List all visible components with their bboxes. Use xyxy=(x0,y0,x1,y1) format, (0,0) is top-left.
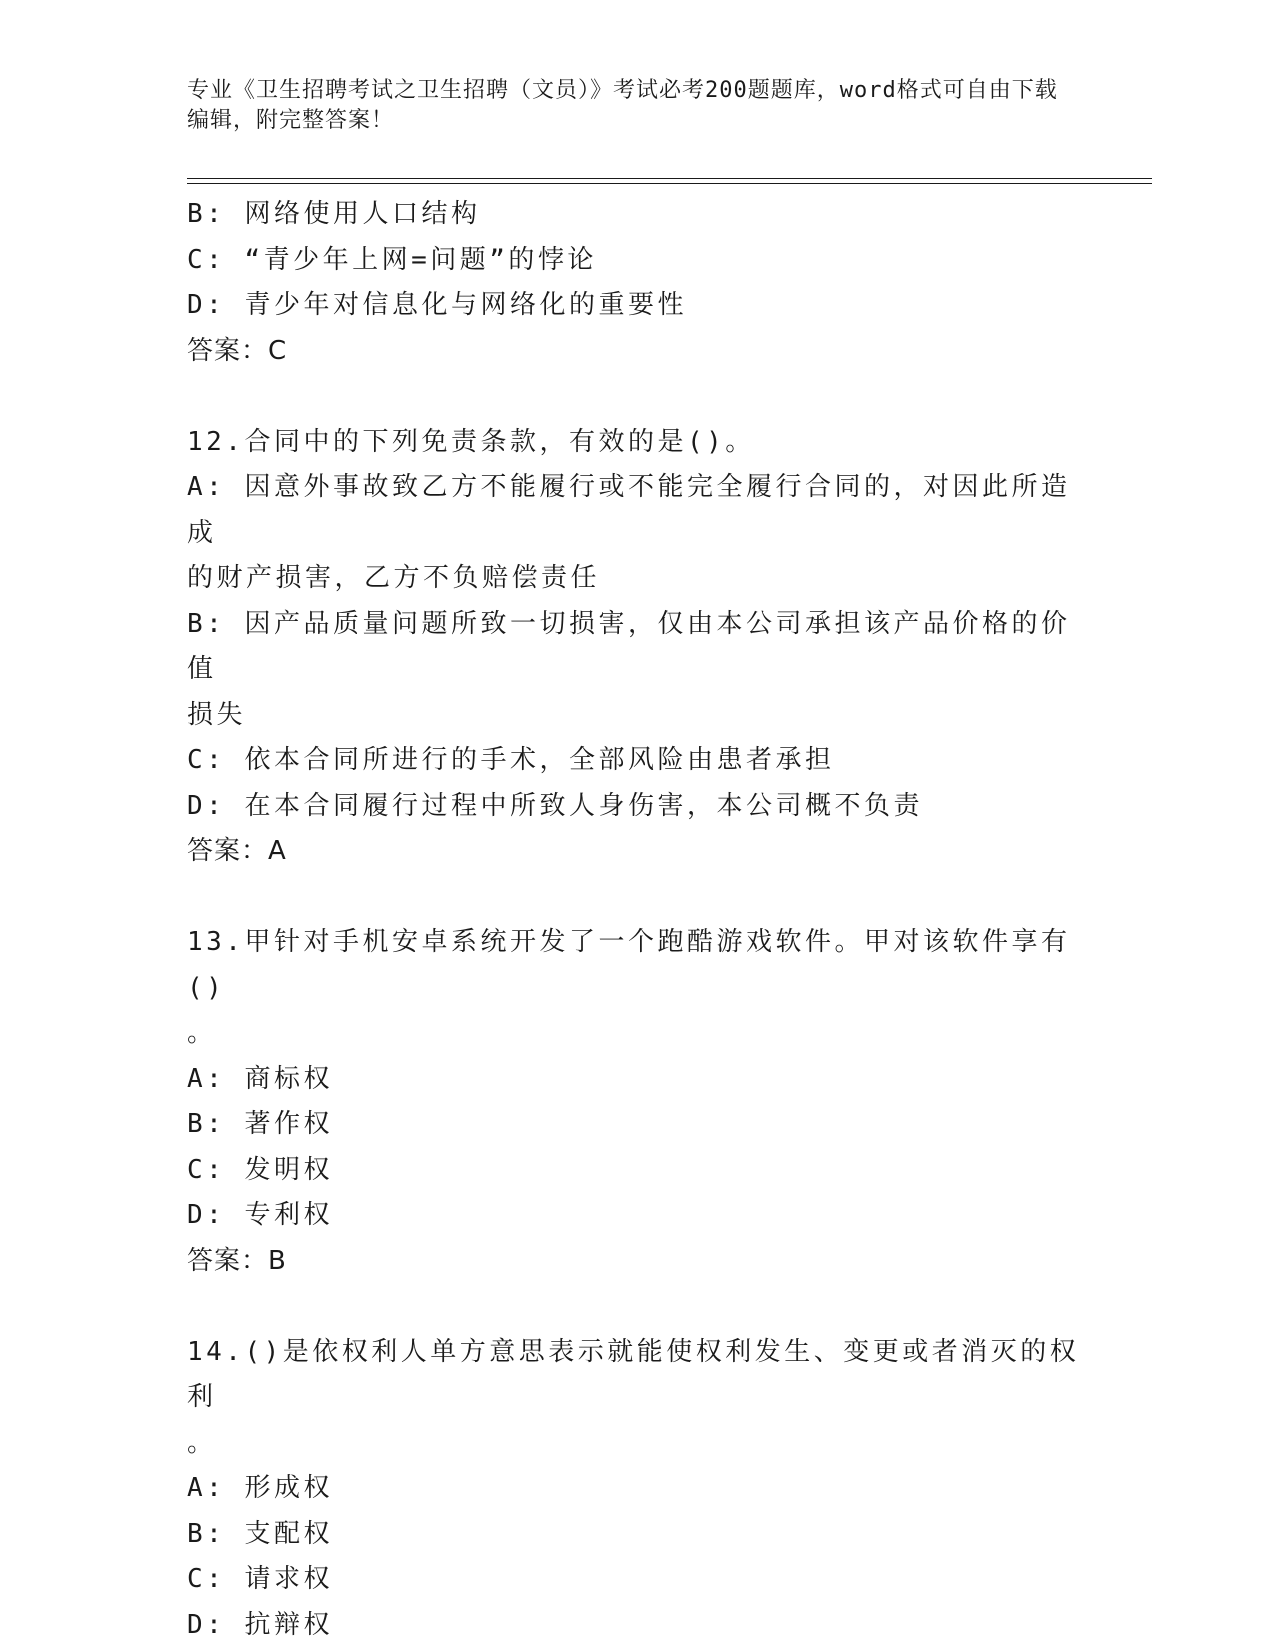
answer: 答案：A xyxy=(187,836,287,866)
question-14-block xyxy=(187,1330,1087,1649)
question-12-stem: 12.合同中的下列免责条款，有效的是()。 xyxy=(187,426,755,457)
option-d: D: 在本合同履行过程中所致人身伤害，本公司概不负责 xyxy=(187,790,923,821)
question-14-stem: 14.()是依权利人单方意思表示就能使权利发生、变更或者消灭的权利 xyxy=(187,1336,1080,1412)
option-c: C: 依本合同所进行的手术，全部风险由患者承担 xyxy=(187,745,835,775)
header-rule-bottom xyxy=(187,183,1152,184)
answer: 答案：B xyxy=(187,1245,287,1276)
option-b: B: 支配权 xyxy=(187,1518,333,1549)
option-d: D: 青少年对信息化与网络化的重要性 xyxy=(187,290,687,320)
question-14-stem-continued: 。 xyxy=(187,1427,217,1458)
option-d: D: 抗辩权 xyxy=(187,1609,333,1640)
answer: 答案：C xyxy=(187,335,288,366)
header-rule-top xyxy=(187,178,1152,179)
previous-question-block xyxy=(187,192,1087,374)
option-b: B: 著作权 xyxy=(187,1109,333,1139)
option-b: B: 因产品质量问题所致一切损害，仅由本公司承担该产品价格的价值 xyxy=(187,608,1071,684)
document-header: 专业《卫生招聘考试之卫生招聘（文员）》考试必考200题题库，word格式可自由下载编辑，附完整答案！ xyxy=(187,78,1058,133)
option-b-continued: 损失 xyxy=(187,699,247,730)
spacer xyxy=(187,374,1087,420)
option-a: A: 形成权 xyxy=(187,1473,333,1503)
option-a-continued: 的财产损害，乙方不负赔偿责任 xyxy=(187,563,601,593)
option-a: A: 商标权 xyxy=(187,1063,333,1094)
question-13-stem-continued: 。 xyxy=(187,1018,217,1048)
option-a: A: 因意外事故致乙方不能履行或不能完全履行合同的，对因此所造成 xyxy=(187,472,1071,548)
option-c: C: 发明权 xyxy=(187,1154,333,1185)
question-13-block xyxy=(187,920,1087,1284)
spacer xyxy=(187,1284,1087,1330)
question-12-block xyxy=(187,420,1087,875)
question-13-stem: 13.甲针对手机安卓系统开发了一个跑酷游戏软件。甲对该软件享有() xyxy=(187,927,1071,1003)
option-c: C: “青少年上网=问题”的悖论 xyxy=(187,244,597,275)
option-d: D: 专利权 xyxy=(187,1200,333,1230)
spacer xyxy=(187,875,1087,921)
option-c: C: 请求权 xyxy=(187,1564,333,1594)
question-content xyxy=(187,192,1087,1648)
option-b: B: 网络使用人口结构 xyxy=(187,199,481,229)
